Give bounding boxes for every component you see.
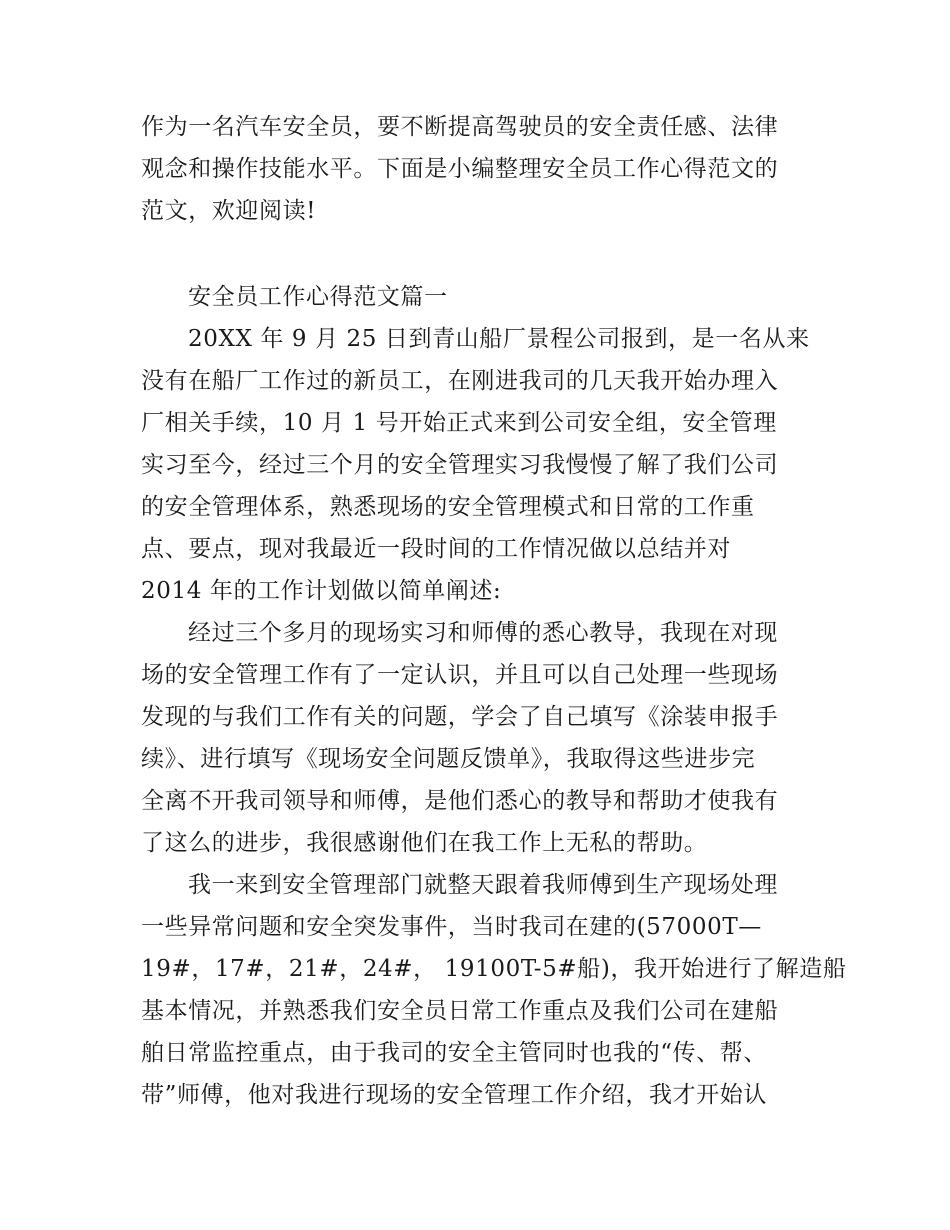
paragraph-line: 厂相关手续，10 月 1 号开始正式来到公司安全组，安全管理 [141, 410, 777, 436]
paragraph-line: 的安全管理体系，熟悉现场的安全管理模式和日常的工作重 [141, 494, 755, 520]
paragraph-line: 带”师傅，他对我进行现场的安全管理工作介绍，我才开始认 [141, 1082, 767, 1108]
paragraph-line: 全离不开我司领导和师傅，是他们悉心的教导和帮助才使我有 [141, 788, 779, 814]
paragraph-line: 我一来到安全管理部门就整天跟着我师傅到生产现场处理 [188, 872, 778, 898]
paragraph-line: 一些异常问题和安全突发事件，当时我司在建的(57000T— [141, 914, 762, 940]
paragraph-line: 基本情况，并熟悉我们安全员日常工作重点及我们公司在建船 [141, 998, 779, 1024]
paragraph-line: 舶日常监控重点，由于我司的安全主管同时也我的“传、帮、 [141, 1040, 767, 1066]
section-title: 安全员工作心得范文篇一 [188, 284, 448, 310]
paragraph-line: 续》、进行填写《现场安全问题反馈单》，我取得这些进步完 [141, 746, 756, 772]
paragraph-line: 实习至今，经过三个月的安全管理实习我慢慢了解了我们公司 [141, 452, 779, 478]
paragraph-line: 了这么的进步，我很感谢他们在我工作上无私的帮助。 [141, 830, 708, 856]
paragraph-line: 没有在船厂工作过的新员工，在刚进我司的几天我开始办理入 [141, 368, 779, 394]
paragraph-line: 发现的与我们工作有关的问题，学会了自己填写《涂装申报手 [141, 704, 779, 730]
paragraph-line: 经过三个多月的现场实习和师傅的悉心教导，我现在对现 [188, 620, 778, 646]
intro-line: 作为一名汽车安全员，要不断提高驾驶员的安全责任感、法律 [141, 114, 779, 140]
paragraph-line: 19#，17#，21#，24#， 19100T-5#船)，我开始进行了解造船 [141, 956, 847, 982]
paragraph-line: 20XX 年 9 月 25 日到青山船厂景程公司报到，是一名从来 [188, 326, 810, 352]
paragraph-line: 点、要点，现对我最近一段时间的工作情况做以总结并对 [141, 536, 731, 562]
intro-line: 范文，欢迎阅读! [141, 198, 317, 224]
intro-line: 观念和操作技能水平。下面是小编整理安全员工作心得范文的 [141, 156, 779, 182]
paragraph-line: 2014 年的工作计划做以简单阐述: [141, 578, 502, 604]
paragraph-line: 场的安全管理工作有了一定认识，并且可以自己处理一些现场 [141, 662, 779, 688]
